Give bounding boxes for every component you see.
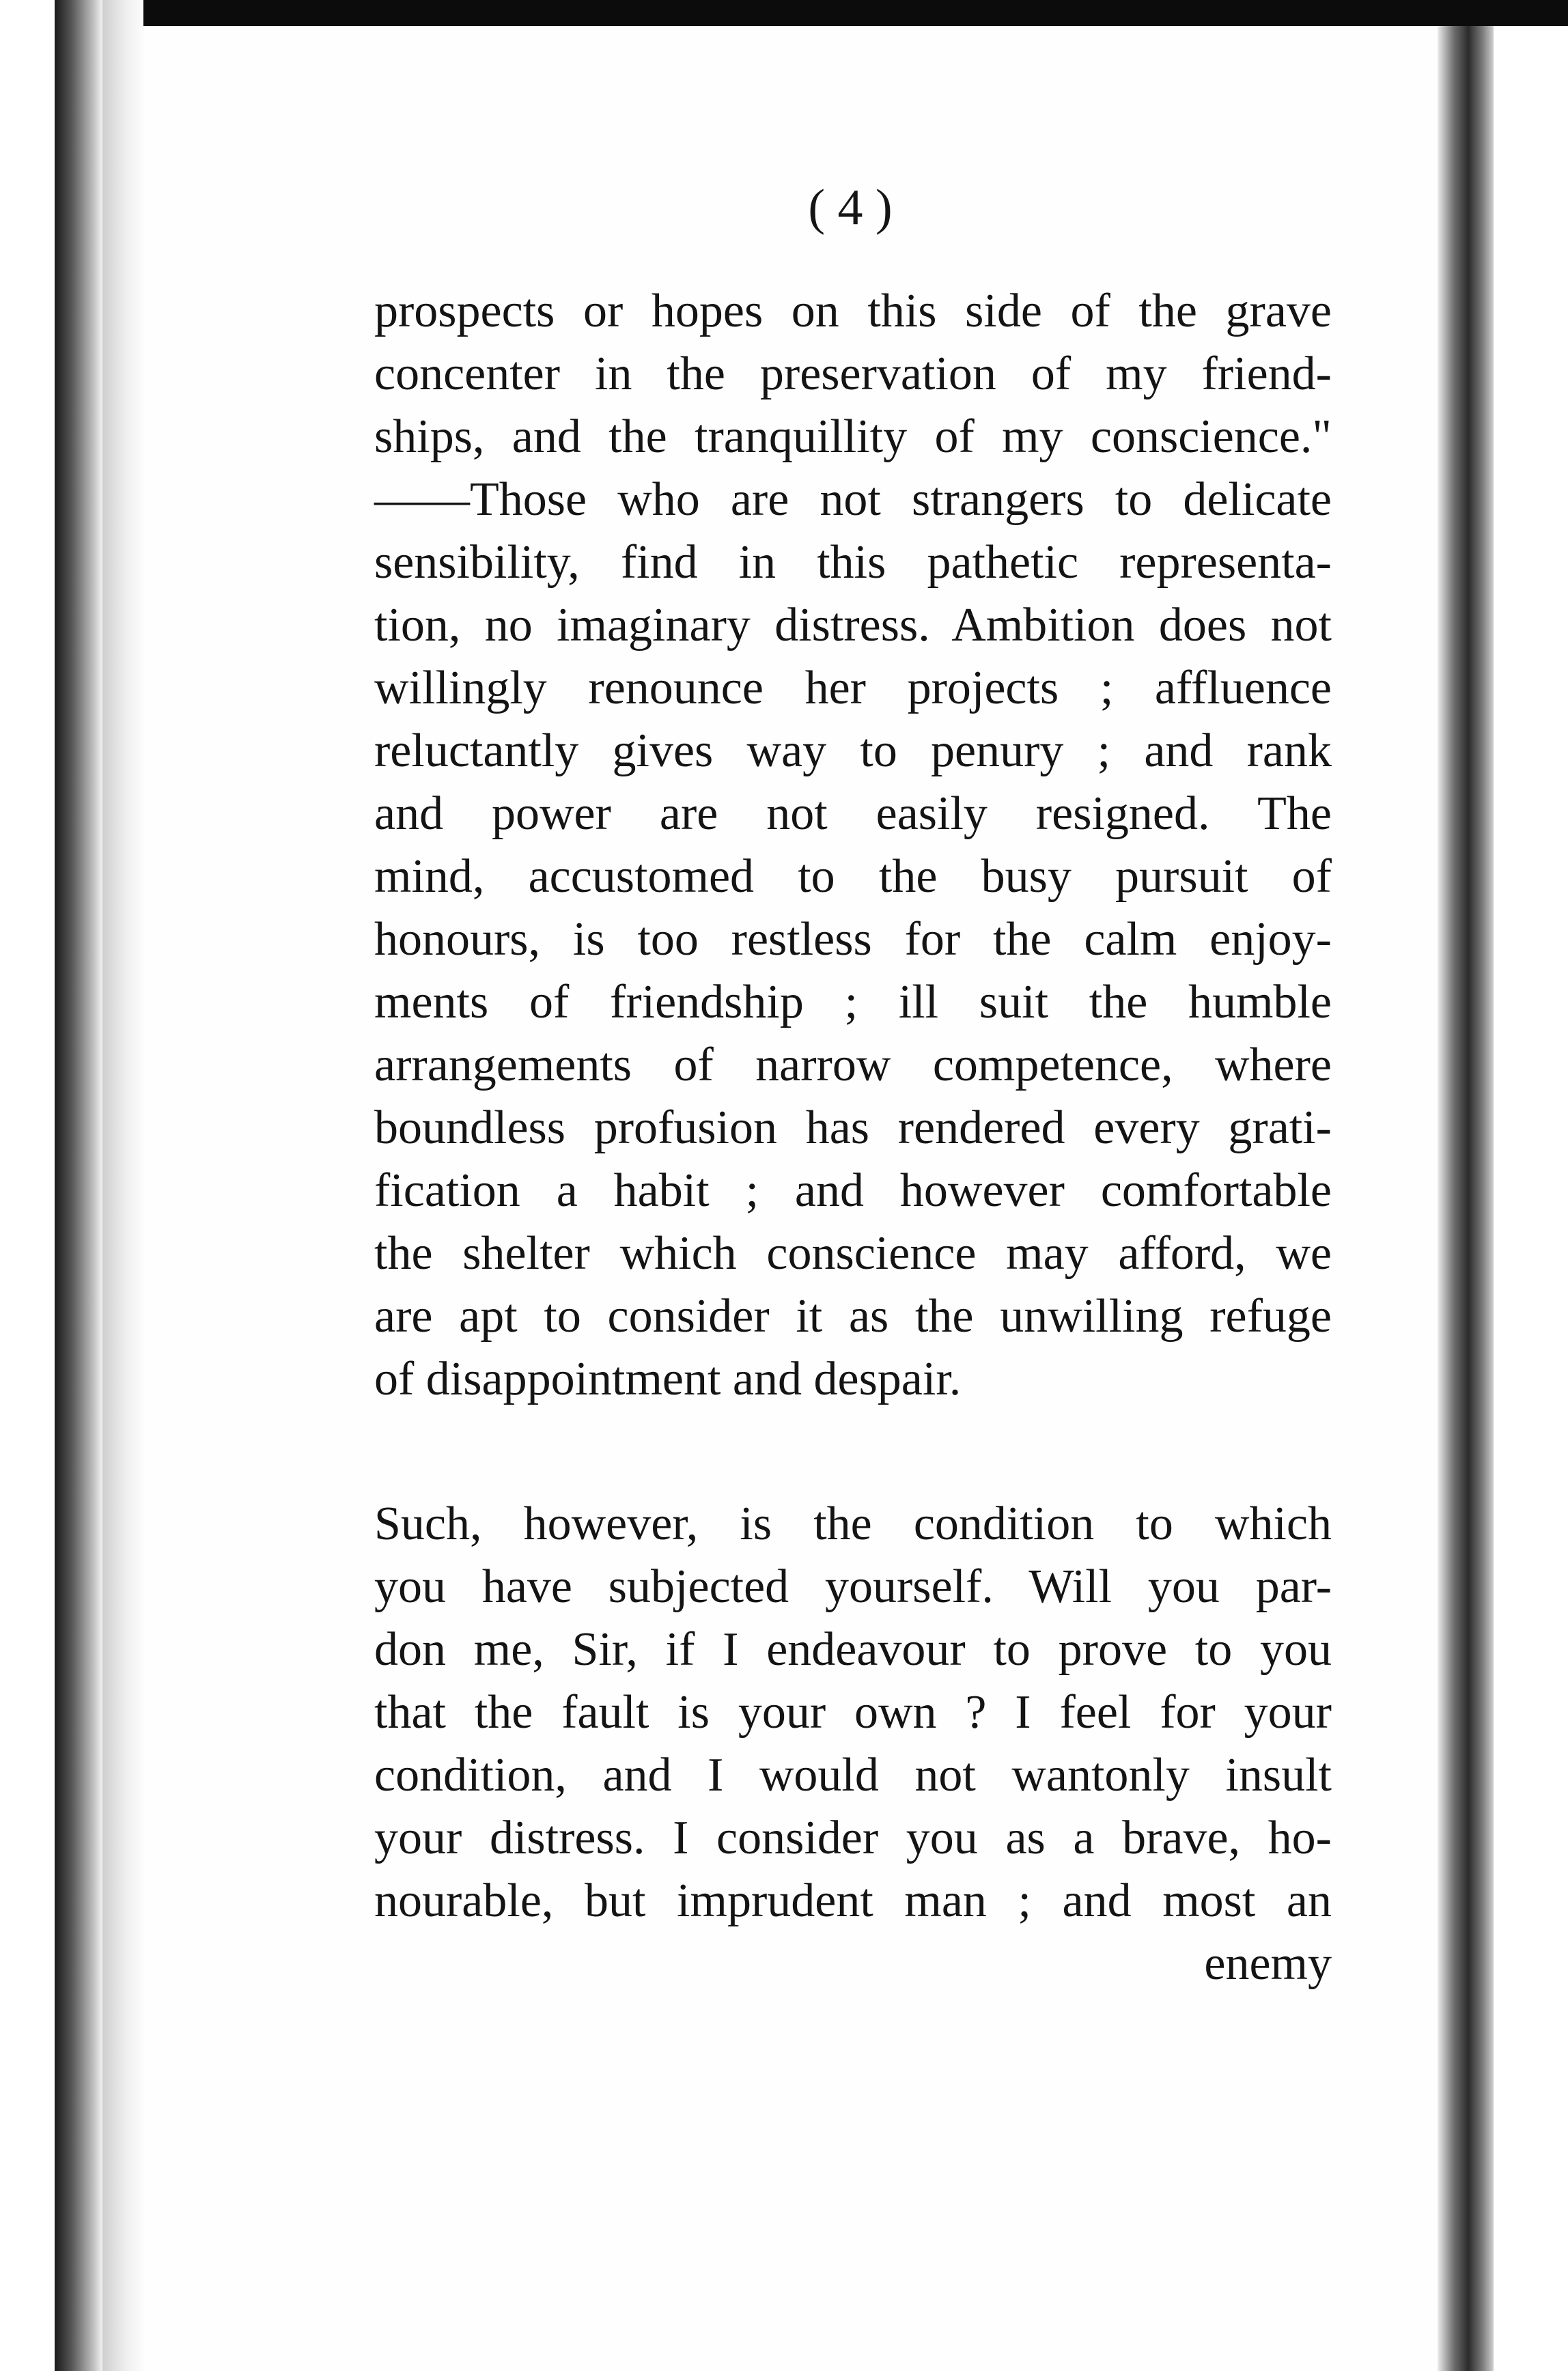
catchword: enemy: [1204, 1937, 1332, 1990]
paragraph-1: [374, 280, 1332, 1411]
text-line: you have subjected yourself. Will you par-: [374, 1560, 1332, 1613]
paragraph-spacer: [374, 1411, 1332, 1493]
text-line: ships, and the tranquillity of my conscience.": [374, 410, 1332, 463]
scan-border-top: [0, 0, 1568, 26]
text-line: your distress. I consider you as a brave, ho-: [374, 1812, 1332, 1864]
text-line: ments of friendship ; ill suit the humble: [374, 976, 1332, 1028]
text-line: concenter in the preservation of my friend-: [374, 348, 1332, 400]
text-line: condition, and I would not wantonly insult: [374, 1749, 1332, 1801]
text-line: are apt to consider it as the unwilling refuge: [374, 1290, 1332, 1343]
text-line: prospects or hopes on this side of the grave: [374, 285, 1332, 337]
scan-margin-left: [0, 0, 55, 2371]
text-line: that the fault is your own ? I feel for your: [374, 1686, 1332, 1739]
text-line: nourable, but imprudent man ; and most an: [374, 1875, 1332, 1927]
paragraph-2: [374, 1493, 1332, 1995]
text-line: tion, no imaginary distress. Ambition does not: [374, 599, 1332, 651]
text-line: and power are not easily resigned. The: [374, 787, 1332, 840]
text-line: Such, however, is the condition to which: [374, 1498, 1332, 1550]
book-spine-edge: [55, 0, 102, 2371]
text-line: willingly renounce her projects ; affluence: [374, 662, 1332, 714]
text-line: boundless profusion has rendered every grati-: [374, 1102, 1332, 1154]
text-line: of disappointment and despair.: [374, 1353, 962, 1405]
text-line: fication a habit ; and however comfortable: [374, 1164, 1332, 1217]
text-line: reluctantly gives way to penury ; and rank: [374, 725, 1332, 777]
text-line: the shelter which conscience may afford, we: [374, 1227, 1332, 1280]
scan-margin-right: [1494, 26, 1568, 2371]
text-line: arrangements of narrow competence, where: [374, 1039, 1332, 1091]
text-line: ——Those who are not strangers to delicate: [374, 473, 1332, 526]
body-text: [374, 280, 1332, 1995]
page-edge-right: [1438, 26, 1494, 2371]
text-line: honours, is too restless for the calm enjoy-: [374, 913, 1332, 966]
page-gutter: [102, 0, 143, 2371]
page-number: ( 4 ): [808, 180, 893, 236]
text-line: mind, accustomed to the busy pursuit of: [374, 850, 1332, 903]
text-line: don me, Sir, if I endeavour to prove to you: [374, 1623, 1332, 1676]
text-line: sensibility, find in this pathetic representa-: [374, 536, 1332, 589]
